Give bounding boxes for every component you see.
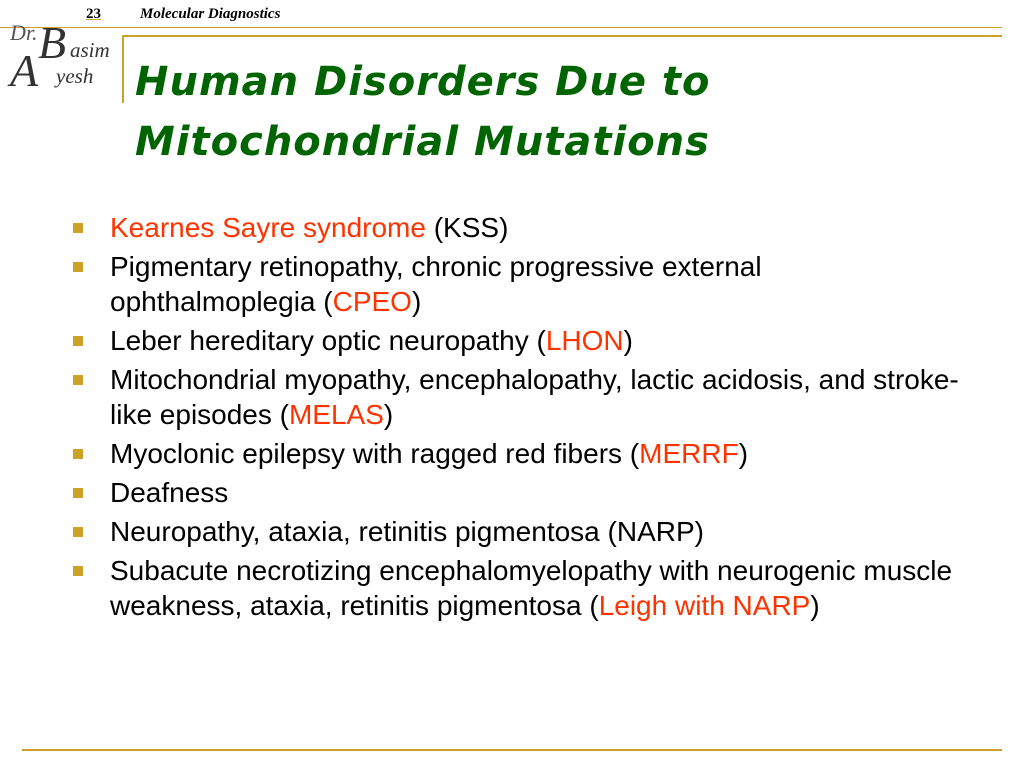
- list-item: [70, 362, 970, 432]
- bullet-square-icon: [73, 527, 83, 537]
- author-logo: [6, 18, 118, 96]
- logo-asim-text: asim: [70, 38, 110, 62]
- logo-a-letter: A: [10, 45, 39, 96]
- bullet-square-icon: [73, 566, 83, 576]
- header-rule: [0, 27, 1002, 28]
- bullet-square-icon: [73, 262, 83, 272]
- bullet-text-pre: Neuropathy, ataxia, retinitis pigmentosa (NARP): [110, 516, 704, 547]
- bullet-text-highlight: MELAS: [288, 399, 384, 430]
- logo-dr-text: Dr.: [10, 20, 38, 45]
- list-item: [70, 210, 970, 245]
- bullet-square-icon: [73, 449, 83, 459]
- bullet-text-highlight: Leigh with NARP: [598, 590, 811, 621]
- disorder-list: [70, 210, 970, 627]
- bullet-text-pre: Myoclonic epilepsy with ragged red fibers (: [110, 438, 640, 469]
- list-item: [70, 249, 970, 319]
- list-item: [70, 514, 970, 549]
- bullet-square-icon: [73, 375, 83, 385]
- bullet-text-highlight: CPEO: [332, 286, 412, 317]
- title-vertical-rule: [122, 35, 124, 103]
- bullet-text-highlight: MERRF: [639, 438, 739, 469]
- list-item: [70, 323, 970, 358]
- bullet-text-post: ): [623, 325, 633, 356]
- footer-rule: [22, 749, 1002, 751]
- bullet-text-post: ): [383, 399, 394, 430]
- title-rule: [122, 35, 1002, 37]
- list-item: [70, 436, 970, 471]
- bullet-text-post: (KSS): [425, 212, 509, 243]
- logo-b-letter: B: [38, 17, 67, 68]
- bullet-text-pre: Pigmentary retinopathy, chronic progressive external ophthalmoplegia (: [110, 251, 762, 317]
- course-title: Molecular Diagnostics: [140, 6, 281, 22]
- bullet-text-pre: Leber hereditary optic neuropathy (: [110, 325, 546, 356]
- slide-title-line-1: Human Disorders Due to: [135, 59, 711, 105]
- bullet-text-post: ): [810, 590, 820, 621]
- slide-title-line-2: Mitochondrial Mutations: [135, 119, 710, 165]
- logo-yesh-text: yesh: [56, 64, 94, 88]
- bullet-text-highlight: LHON: [545, 325, 624, 356]
- bullet-square-icon: [73, 223, 83, 233]
- bullet-text-pre: Subacute necrotizing encephalomyelopathy with neurogenic muscle weakness, ataxia, retinitis pigmentosa (: [110, 555, 953, 621]
- list-item: [70, 553, 970, 623]
- bullet-text-pre: Mitochondrial myopathy, encephalopathy, lactic acidosis, and stroke-like episodes (: [110, 364, 959, 430]
- bullet-text-highlight: Kearnes Sayre syndrome: [110, 212, 426, 243]
- bullet-square-icon: [73, 488, 83, 498]
- list-item: [70, 475, 970, 510]
- bullet-text-post: ): [411, 286, 422, 317]
- slide-title: [135, 52, 995, 172]
- bullet-square-icon: [73, 336, 83, 346]
- bullet-text-pre: Deafness: [110, 477, 229, 508]
- slide-number: 23: [86, 6, 101, 22]
- bullet-text-post: ): [738, 438, 749, 469]
